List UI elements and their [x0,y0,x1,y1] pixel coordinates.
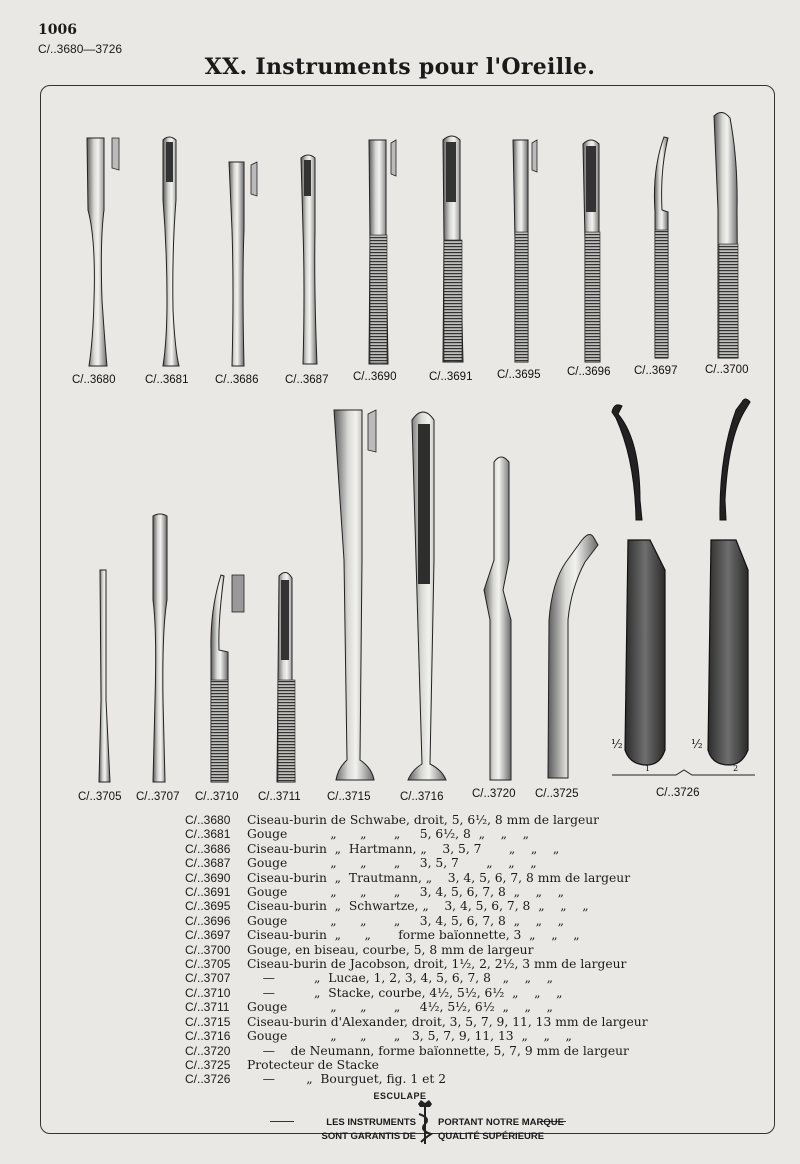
catalog-code: C/..3715 [185,1014,231,1029]
instrument-3711 [277,572,295,782]
label-3696: C/..3696 [567,366,611,378]
catalog-description: Gouge „ „ „ 3, 5, 7 „ „ „ [247,856,537,871]
catalog-row [185,914,705,928]
instrument-3696 [583,140,600,362]
label-3690: C/..3690 [353,371,397,383]
catalog-code: C/..3681 [185,827,231,842]
guarantee-line1-right: PORTANT NOTRE MARQUE [438,1117,564,1128]
catalog-code: C/..3687 [185,856,231,871]
catalog-row [185,957,705,971]
label-3681: C/..3681 [145,374,189,386]
catalog-list [185,813,705,1087]
catalog-description: Gouge, en biseau, courbe, 5, 8 mm de largeur [247,942,534,957]
catalog-row [185,871,705,885]
label-3720: C/..3720 [472,788,516,800]
catalog-row [185,842,705,856]
guarantee-right [438,1116,588,1144]
catalog-code: C/..3695 [185,899,231,914]
catalog-code: C/..3711 [185,1000,230,1015]
instrument-3715 [334,410,376,780]
instrument-3690 [369,140,396,364]
catalog-description: Gouge „ „ „ 5, 6½, 8 „ „ „ [247,827,529,842]
catalog-row [185,885,705,899]
label-3715: C/..3715 [327,791,371,803]
catalog-description: Ciseau-burin „ Schwartze, „ 3, 4, 5, 6, 7, 8 „ „ „ [247,899,589,914]
catalog-description: — „ Bourguet, fig. 1 et 2 [247,1072,447,1087]
catalog-row [185,943,705,957]
label-3697: C/..3697 [634,365,678,377]
instrument-3700 [714,112,738,358]
catalog-row [185,971,705,985]
page-number: 1006 [38,22,77,38]
catalog-code: C/..3686 [185,841,231,856]
scale-fig-1: ½ [611,737,623,751]
label-3680: C/..3680 [72,374,116,386]
label-3725: C/..3725 [535,788,579,800]
instrument-3716 [408,412,446,780]
catalog-code: C/..3691 [185,885,231,900]
label-3711: C/..3711 [258,791,301,803]
catalog-row [185,928,705,942]
catalog-description: Ciseau-burin „ Hartmann, „ 3, 5, 7 „ „ „ [247,841,560,856]
instrument-3680 [87,138,119,366]
catalog-code: C/..3716 [185,1029,231,1044]
guarantee-line2-left: SONT GARANTIS DE [321,1131,416,1142]
catalog-description: Protecteur de Stacke [247,1057,379,1072]
catalog-row [185,1029,705,1043]
catalog-description: Ciseau-burin „ Trautmann, „ 3, 4, 5, 6, 7, 8 mm de largeur [247,870,631,885]
label-3691: C/..3691 [429,371,473,383]
page-range: C/..3680—3726 [38,42,123,56]
instrument-3726-fig-2 [708,399,750,765]
catalog-code: C/..3680 [185,813,231,827]
catalog-description: Ciseau-burin d'Alexander, droit, 3, 5, 7, 9, 11, 13 mm de largeur [247,1014,648,1029]
catalog-code: C/..3696 [185,913,231,928]
instrument-3686 [229,162,257,366]
catalog-row [185,1044,705,1058]
catalog-code: C/..3726 [185,1072,231,1087]
instrument-3720 [484,457,511,780]
catalog-code: C/..3710 [185,985,231,1000]
catalog-code: C/..3707 [185,971,231,986]
catalog-row [185,899,705,913]
label-3707: C/..3707 [136,791,180,803]
page-title: XX. Instruments pour l'Oreille. [204,54,596,80]
catalog-code: C/..3697 [185,928,231,943]
instrument-3726-fig-1 [612,405,665,765]
guarantee-line2-right: QUALITÉ SUPÉRIEURE [438,1131,545,1142]
subfig-2: 2 [733,764,739,773]
label-3687: C/..3687 [285,374,329,386]
catalog-row [185,1015,705,1029]
catalog-description: — „ Stacke, courbe, 4½, 5½, 6½ „ „ „ [247,985,563,1000]
guarantee-line1-left: LES INSTRUMENTS [326,1117,416,1128]
instrument-3705 [99,570,110,782]
catalog-row [185,856,705,870]
catalog-description: Ciseau-burin „ „ forme baïonnette, 3 „ „ „ [247,928,580,943]
label-3710: C/..3710 [195,791,239,803]
instrument-3697 [654,137,668,358]
subfig-1: 1 [645,764,651,773]
guarantee-left [296,1116,416,1144]
catalog-row [185,1072,705,1086]
caduceus-emblem-icon [413,1098,437,1146]
catalog-code: C/..3705 [185,957,231,972]
instrument-3695 [513,140,537,362]
label-3686: C/..3686 [215,374,259,386]
catalog-description: Ciseau-burin de Schwabe, droit, 5, 6½, 8 mm de largeur [247,813,600,827]
catalog-description: Gouge „ „ „ 3, 4, 5, 6, 7, 8 „ „ „ [247,913,564,928]
instrument-3725 [548,534,598,778]
label-3695: C/..3695 [497,369,541,381]
instrument-3710 [211,575,244,782]
brand-name: ESCULAPE [373,1091,427,1101]
instrument-3707 [153,514,167,782]
instrument-3681 [163,137,179,366]
catalog-description: Gouge „ „ „ 4½, 5½, 6½ „ „ „ [247,1000,553,1015]
instrument-3691 [443,136,463,362]
catalog-code: C/..3720 [185,1043,231,1058]
label-3705: C/..3705 [78,791,122,803]
catalog-description: Gouge „ „ „ 3, 4, 5, 6, 7, 8 „ „ „ [247,885,564,900]
catalog-description: Ciseau-burin de Jacobson, droit, 1½, 2, 2½, 3 mm de largeur [247,957,627,972]
catalog-row [185,986,705,1000]
scale-fig-2: ½ [691,737,703,751]
catalog-code: C/..3690 [185,870,231,885]
label-3716: C/..3716 [400,791,444,803]
catalog-description: — „ Lucae, 1, 2, 3, 4, 5, 6, 7, 8 „ „ „ [247,971,554,986]
catalog-row [185,1000,705,1014]
catalog-row [185,1058,705,1072]
instrument-3687 [301,155,317,364]
footer-rule-left [270,1121,294,1122]
label-3726: C/..3726 [656,787,700,799]
catalog-code: C/..3725 [185,1057,231,1072]
catalog-description: — de Neumann, forme baïonnette, 5, 7, 9 mm de largeur [247,1043,629,1058]
catalog-code: C/..3700 [185,942,231,957]
label-3700: C/..3700 [705,364,749,376]
catalog-row [185,827,705,841]
catalog-row [185,813,705,827]
catalog-description: Gouge „ „ „ 3, 5, 7, 9, 11, 13 „ „ „ [247,1029,572,1044]
